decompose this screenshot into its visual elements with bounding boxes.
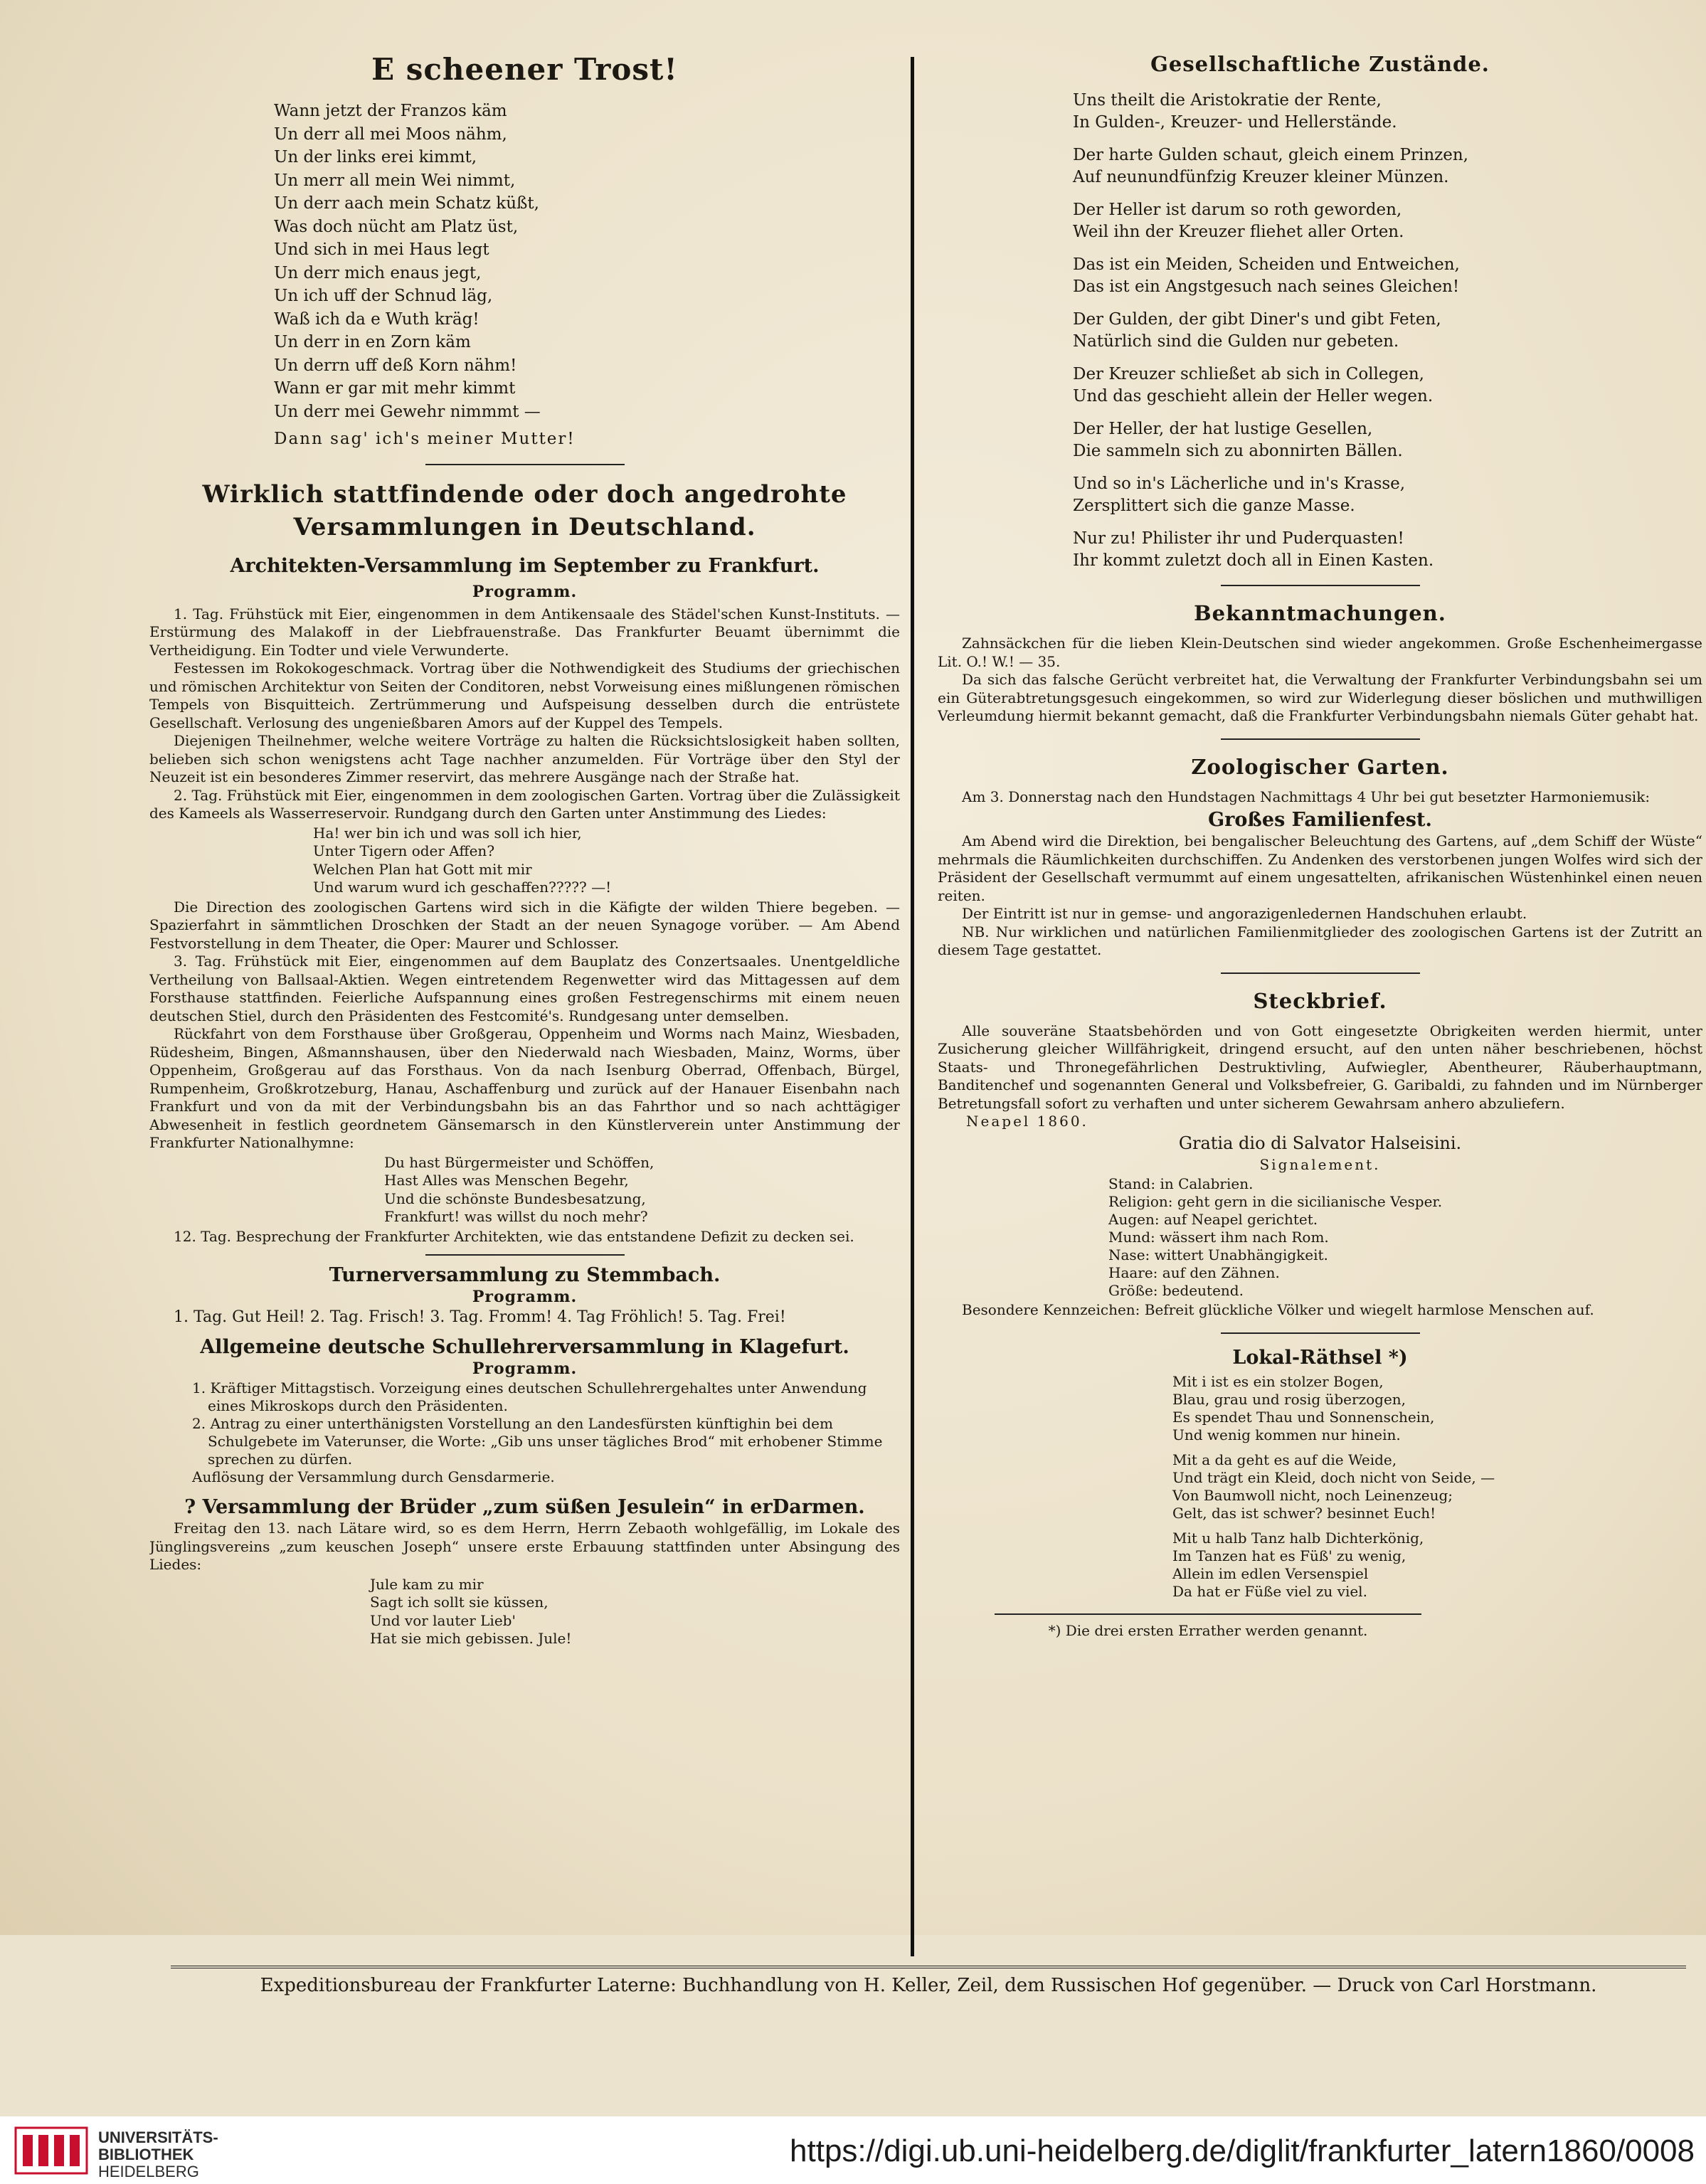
riddle-line: Im Tanzen hat es Füß' zu wenig, <box>1172 1547 1406 1564</box>
poem-line: Ihr kommt zuletzt doch all in Einen Kasten. <box>1073 551 1434 570</box>
song-line: Unter Tigern oder Affen? <box>313 842 495 859</box>
riddle-line: Allein im edlen Versenspiel <box>1172 1564 1369 1582</box>
day1c-text: Diejenigen Theilnehmer, welche weitere Vorträge zu halten die Rücksichtslosigkeit haben sollten, belieben sich schon wenigstens acht Tage nachher anzumelden. Für Vorträge über den Styl der Neuzeit ist ein besonderes Zimmer reservirt, das mehrere Ausgänge nach der Straße hat. <box>149 732 900 785</box>
library-name-line: UNIVERSITÄTS- <box>98 2129 218 2146</box>
poem-line: In Gulden-, Kreuzer- und Hellerstände. <box>1073 113 1397 132</box>
song-line: Und die schönste Bundesbesatzung, <box>384 1189 646 1207</box>
signal-item: Stand: in Calabrien. <box>1108 1175 1254 1192</box>
poem-line: Un derr all mei Moos nähm, <box>274 124 507 144</box>
song-line: Frankfurt! was willst du noch mehr? <box>384 1208 648 1225</box>
footnote: *) Die drei ersten Errather werden genannt. <box>995 1613 1421 1639</box>
poem-line: Nur zu! Philister ihr und Puderquasten! <box>1073 529 1404 548</box>
programm-heading: Programm. <box>472 582 578 601</box>
steckbrief-signature: Gratia dio di Salvator Halseisini. <box>1178 1133 1462 1153</box>
stanza <box>938 528 1702 572</box>
section-rule <box>425 1254 625 1256</box>
poem-line: Die sammeln sich zu abonnirten Bällen. <box>1073 442 1403 460</box>
familienfest-title: Großes Familienfest. <box>1208 809 1432 831</box>
day3-text: 3. Tag. Frühstück mit Eier, eingenommen auf dem Bauplatz des Conzertsaales. Unentgeldliche Vertheilung von Ballsaal-Aktien. Wegen eintretendem Regenwetter wird das Mittagessen auf dem Forsthause stattfinden. Feierliche Aufspannung eines großen Festregenschirms mit einem neuen deutschen Stiel, durch den Präsidenten des Festcomité's. Rundgesang unter demselben. <box>149 953 900 1024</box>
list-item: 1. Kräftiger Mittagstisch. Vorzeigung eines deutschen Schullehrergehaltes unter Anwendung eines Mikroskops durch den Präsidenten. <box>192 1379 867 1414</box>
riddle-line: Und wenig kommen nur hinein. <box>1172 1426 1401 1443</box>
signal-item: Mund: wässert ihm nach Rom. <box>1108 1229 1329 1246</box>
imprint-bar <box>171 1966 1686 1998</box>
poem-line: Was doch nücht am Platz üst, <box>274 217 519 236</box>
poem-line: Un derr in en Zorn käm <box>274 333 471 351</box>
steckbrief-place: Neapel 1860. <box>966 1113 1088 1130</box>
signal-item: Größe: bedeutend. <box>1108 1282 1244 1299</box>
riddle-line: Gelt, das ist schwer? besinnet Euch! <box>1172 1504 1436 1522</box>
section-rule <box>1221 738 1420 740</box>
song-line: Ha! wer bin ich und was soll ich hier, <box>313 824 582 842</box>
stanza <box>938 473 1702 517</box>
song-line: Jule kam zu mir <box>370 1575 484 1593</box>
poem-last-line: Dann sag' ich's meiner Mutter! <box>274 430 576 448</box>
poem-line: Der Heller, der hat lustige Gesellen, <box>1073 420 1373 438</box>
song-line: Und warum wurd ich geschaffen????? —! <box>313 879 612 896</box>
song-line: Sagt ich sollt sie küssen, <box>370 1594 549 1611</box>
section-rule <box>1221 1332 1420 1334</box>
riddle-line: Es spendet Thau und Sonnenschein, <box>1172 1408 1435 1426</box>
poem-line: Uns theilt die Aristokratie der Rente, <box>1073 91 1382 110</box>
riddle-stanza <box>938 1530 1702 1601</box>
song-line: Du hast Bürgermeister und Schöffen, <box>384 1153 655 1171</box>
poem-line: Der Kreuzer schließet ab sich in Collegen, <box>1073 365 1424 383</box>
schullehrer-list <box>149 1379 900 1486</box>
day2-text: 2. Tag. Frühstück mit Eier, eingenommen in dem zoologischen Garten. Vortrag über die Zulässigkeit des Kameels als Wasserreservoir. Rundgang durch den Garten unter Anstimmung des Liedes: <box>149 786 900 822</box>
day12-text: 12. Tag. Besprechung der Frankfurter Architekten, wie das entstandene Defizit zu decken sei. <box>174 1227 854 1245</box>
signalement-list <box>938 1175 1702 1300</box>
right-column <box>938 50 1702 1956</box>
poem-title: E scheener Trost! <box>371 52 678 87</box>
bekannt-text-2: Da sich das falsche Gerücht verbreitet hat, die Verwaltung der Frankfurter Verbindungsbahn sei um ein Güterabtretungsgesuch eingekommen, so wird zur Widerlegung dieser böslichen und muthwilligen Verleumdung hiermit bekannt gemacht, daß die Frankfurter Verbindungsbahn niemals Güter gehabt hat. <box>938 671 1702 724</box>
signal-extra: Besondere Kennzeichen: Befreit glückliche Völker und wiegelt harmlose Menschen auf. <box>962 1301 1594 1318</box>
turner-title: Turnerversammlung zu Stemmbach. <box>329 1264 721 1286</box>
signal-item: Nase: wittert Unabhängigkeit. <box>1108 1246 1328 1263</box>
schullehrer-title: Allgemeine deutsche Schullehrerversammlung in Klagefurt. <box>200 1336 849 1358</box>
poem-line: Weil ihn der Kreuzer fliehet aller Orten. <box>1073 223 1404 241</box>
poem-line: Der Heller ist darum so roth geworden, <box>1073 201 1402 219</box>
library-name-line: HEIDELBERG <box>98 2163 199 2180</box>
song-line: Welchen Plan hat Gott mit mir <box>313 860 532 878</box>
programm-heading: Programm. <box>472 1359 578 1378</box>
song-jule <box>149 1576 900 1648</box>
riddle-line: Von Baumwoll nicht, noch Leinenzeug; <box>1172 1486 1453 1504</box>
zoo-title: Zoologischer Garten. <box>1191 754 1449 779</box>
column-divider <box>911 57 914 1956</box>
programm-heading: Programm. <box>472 1288 578 1306</box>
gesellschaft-poem <box>938 90 1702 572</box>
riddle-stanza <box>938 1373 1702 1444</box>
stanza <box>938 90 1702 134</box>
stanza <box>938 364 1702 408</box>
left-column <box>149 50 900 1956</box>
main-title-line2: Versammlungen in Deutschland. <box>293 512 756 541</box>
section-rule <box>425 464 625 465</box>
poem-line: Und das geschieht allein der Heller wegen. <box>1073 387 1434 405</box>
familienfest-text: Am Abend wird die Direktion, bei bengalischer Beleuchtung des Gartens, auf „dem Schiff der Wüste“ mehrmals die Räumlichkeiten durchschiffen. Zu Andenken des verstorbenen jungen Wolfes wird sich der Präsident der Gesellschaft vermummt auf einem ungesattelten, afrikanischen Wüstenhinkel einen neuen reiten. <box>938 832 1702 904</box>
poem-line: Wann er gar mit mehr kimmt <box>274 379 516 398</box>
poem-line: Auf neunundfünfzig Kreuzer kleiner Münzen. <box>1073 168 1449 186</box>
architekten-title: Architekten-Versammlung im September zu Frankfurt. <box>230 554 820 577</box>
poem-line: Der Gulden, der gibt Diner's und gibt Feten, <box>1073 310 1441 329</box>
source-url-link[interactable]: https://digi.ub.uni-heidelberg.de/diglit/frankfurter_latern1860/0008 <box>790 2133 1695 2168</box>
familienfest-text-2: Der Eintritt ist nur in gemse- und angorazigenledernen Handschuhen erlaubt. <box>962 905 1527 922</box>
poem <box>149 100 900 451</box>
poem-line: Der harte Gulden schaut, gleich einem Prinzen, <box>1073 146 1468 164</box>
poem-line: Un derrn uff deß Korn nähm! <box>274 356 517 375</box>
university-library-logo-icon <box>13 2124 91 2177</box>
riddle-line: Und trägt ein Kleid, doch nicht von Seide, — <box>1172 1468 1495 1486</box>
poem-line: Un ich uff der Schnud läg, <box>274 287 493 305</box>
section-rule <box>1221 585 1420 586</box>
poem-line: Das ist ein Meiden, Scheiden und Entweichen, <box>1073 255 1460 274</box>
poem-line: Und so in's Lächerliche und in's Krasse, <box>1073 475 1406 493</box>
stanza <box>938 199 1702 243</box>
poem-line: Und sich in mei Haus legt <box>274 240 489 259</box>
poem-line: Un derr mich enaus jegt, <box>274 263 482 282</box>
bekannt-text-1: Zahnsäckchen für die lieben Klein-Deutschen sind wieder angekommen. Große Eschenheimergasse Lit. O.! W.! — 35. <box>938 635 1702 670</box>
bekanntmachungen-title: Bekanntmachungen. <box>1194 601 1446 625</box>
signal-item: Augen: auf Neapel gerichtet. <box>1108 1211 1318 1228</box>
signal-item: Religion: geht gern in die sicilianische Vesper. <box>1108 1193 1443 1210</box>
stanza <box>938 254 1702 298</box>
song-line: Hast Alles was Menschen Begehr, <box>384 1172 629 1189</box>
riddle-line: Da hat er Füße viel zu viel. <box>1172 1582 1367 1600</box>
poem-line: Zersplittert sich die ganze Masse. <box>1073 497 1355 515</box>
stanza <box>938 144 1702 189</box>
song-line: Und vor lauter Lieb' <box>370 1611 516 1629</box>
day1-text: 1. Tag. Frühstück mit Eier, eingenommen in dem Antikensaale des Städel'schen Kunst-Instituts. — Erstürmung des Malakoff in der Liebfrauenstraße. Das Frankfurter Beuamt übernimmt die Vertheidigung. Ein Todter und viele Verwunderte. <box>149 605 900 659</box>
main-title-line1: Wirklich stattfindende oder doch angedrohte <box>202 479 847 509</box>
library-name-line: BIBLIOTHEK <box>98 2146 194 2163</box>
riddle-line: Mit a da geht es auf die Weide, <box>1172 1451 1397 1468</box>
riddle-stanza <box>938 1451 1702 1522</box>
day3b-text: Rückfahrt von dem Forsthause über Großgerau, Oppenheim und Worms nach Mainz, Wiesbaden, Rüdesheim, Bingen, Aßmannshausen, über den Niederwald nach Wiesbaden, Mainz, Worms, über Oppenheim, Großgerau auf das Forsthaus. Von da nach Isenburg Oberrad, Offenbach, Bürgel, Rumpenheim, Großkrotzeburg, Hanau, Aschaffenburg und zurück auf der Hanauer Eisenbahn nach Frankfurt und von da mit der Verbindungsbahn bis an das Fahrthor und so nach achttägiger Abwesenheit in festlich geordnetem Gänsemarsch in den Künstlerverein unter Anstimmung der Frankfurter Nationalhymne: <box>149 1025 900 1151</box>
day1b-text: Festessen im Rokokogeschmack. Vortrag über die Nothwendigkeit des Studiums der griechischen und römischen Architektur von Seiten der Conditoren, nebst Vorweisung eines mißlungenen römischen Tempels von Bisquitteich. Zertrümmerung und Aufspeisung desselben durch die entrüstete Gesellschaft. Verlosung des ungenießbaren Amors auf der Kuppel des Tempels. <box>149 659 900 731</box>
stanza <box>938 309 1702 353</box>
poem-line: Un derr mei Gewehr nimmmt — <box>274 402 541 421</box>
brueder-text: Freitag den 13. nach Lätare wird, so es dem Herrn, Herrn Zebaoth wohlgefällig, im Lokale des Jünglingsvereins „zum keuschen Joseph“ unsere erste Erbauung stattfinden unter Absingung des Liedes: <box>149 1520 900 1573</box>
library-name <box>98 2129 218 2180</box>
riddle-line: Mit u halb Tanz halb Dichterkönig, <box>1172 1529 1424 1547</box>
imprint-text: Expeditionsbureau der Frankfurter Laterne: Buchhandlung von H. Keller, Zeil, dem Russischen Hof gegenüber. — Druck von Carl Horstmann. <box>260 1975 1597 1996</box>
poem-line: Un merr all mein Wei nimmt, <box>274 171 516 190</box>
day2b-text: Die Direction des zoologischen Gartens wird sich in die Käfigte der wilden Thiere begeben. — Spazierfahrt in sämmtlichen Droschken der Stadt an der neuen Synagoge vorüber. — Am Abend Festvorstellung in dem Theater, die Oper: Maurer und Schlosser. <box>149 898 900 952</box>
gesellschaft-title: Gesellschaftliche Zustände. <box>1150 52 1490 76</box>
familienfest-nb: NB. Nur wirklichen und natürlichen Familienmitglieder des zoologischen Gartens ist der Zutritt an diesem Tage gestattet. <box>938 923 1702 958</box>
poem-line: Un der links erei kimmt, <box>274 148 477 166</box>
poem-line: Natürlich sind die Gulden nur gebeten. <box>1073 332 1399 351</box>
song-line: Hat sie mich gebissen. Jule! <box>370 1630 572 1647</box>
zoo-text: Am 3. Donnerstag nach den Hundstagen Nachmittags 4 Uhr bei gut besetzter Harmoniemusik: <box>962 788 1651 805</box>
poem-line: Das ist ein Angstgesuch nach seines Gleichen! <box>1073 277 1460 296</box>
riddle-line: Mit i ist es ein stolzer Bogen, <box>1172 1372 1384 1390</box>
poem-line: Waß ich da e Wuth kräg! <box>274 309 480 329</box>
signal-item: Haare: auf den Zähnen. <box>1108 1264 1280 1281</box>
riddle-line: Blau, grau und rosig überzogen, <box>1172 1390 1406 1408</box>
steckbrief-title: Steckbrief. <box>1253 988 1387 1013</box>
song-tiger <box>149 825 900 897</box>
list-item: 2. Antrag zu einer unterthänigsten Vorstellung an den Landesfürsten künftighin bei dem Schulgebete im Vaterunser, die Worte: „Gib uns unser tägliches Brod“ mit erhobener Stimme sprechen zu dürfen. <box>192 1415 883 1468</box>
turner-text: 1. Tag. Gut Heil! 2. Tag. Frisch! 3. Tag. Fromm! 4. Tag Fröhlich! 5. Tag. Frei! <box>174 1308 786 1326</box>
section-rule <box>1221 972 1420 974</box>
poem-line: Un derr aach mein Schatz küßt, <box>274 194 539 213</box>
song-frankfurt <box>149 1154 900 1226</box>
raetsel-title: Lokal-Räthsel *) <box>1232 1346 1408 1369</box>
steckbrief-text: Alle souveräne Staatsbehörden und von Gott eingesetzte Obrigkeiten werden hiermit, unter Zusicherung gleicher Willfährigkeit, dringend ersucht, auf den unten näher beschriebenen, höchst Staats- und Thronegefährlichen Destruktivling, Aufwiegler, Abentheurer, Räuberhauptmann, Banditenchef und sogenannten General und Volksbefreier, G. Garibaldi, zu fahnden und im Nürnberger Betretungsfall sofort zu verhaften und unter sicherem Gewahrsam anhero abzuliefern. <box>938 1022 1702 1112</box>
library-footer <box>0 2116 1706 2184</box>
poem-line: Wann jetzt der Franzos käm <box>274 102 507 120</box>
stanza <box>938 418 1702 462</box>
signalement-title: Signalement. <box>1259 1156 1381 1173</box>
list-item: Auflösung der Versammlung durch Gensdarmerie. <box>192 1468 555 1485</box>
brueder-title: ? Versammlung der Brüder „zum süßen Jesulein“ in erDarmen. <box>184 1496 865 1518</box>
